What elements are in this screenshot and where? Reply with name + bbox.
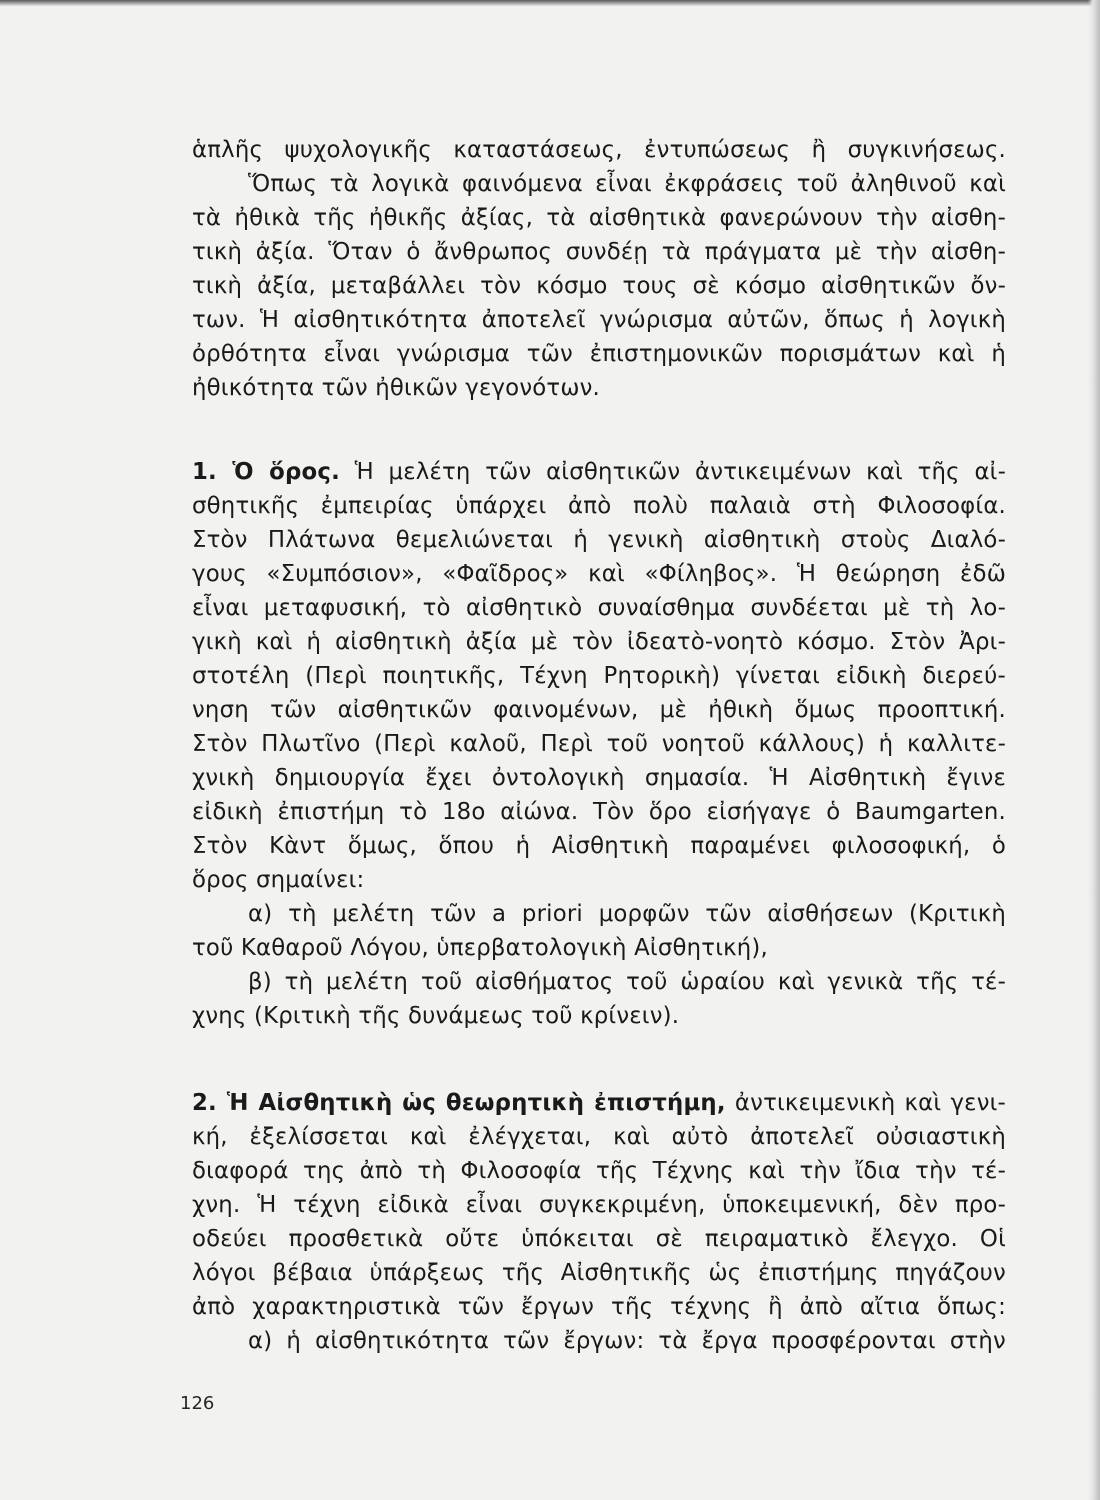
text-line: ἁπλῆς ψυχολογικῆς καταστάσεως, ἐντυπώσεως ἢ συγκινήσεως. [192,137,1006,163]
text-line: χνη. Ἡ τέχνη εἰδικὰ εἶναι συγκεκριμένη, ὑποκειμενική, δὲν προ- [192,1192,1006,1218]
section-1-first-line [192,455,1006,489]
text-line: των. Ἡ αἰσθητικότητα ἀποτελεῖ γνώρισμα αὐτῶν, ὅπως ἡ λογικὴ [192,307,1006,333]
text-line: στοτέλη (Περὶ ποιητικῆς, Τέχνη Ρητορικὴ) γίνεται εἰδικὴ διερεύ- [192,663,1006,689]
text-line: Στὸν Πλωτῖνο (Περὶ καλοῦ, Περὶ τοῦ νοητοῦ κάλλους) ἡ καλλιτε- [192,731,1006,757]
text-line: τικὴ ἀξία, μεταβάλλει τὸν κόσμο τους σὲ κόσμο αἰσθητικῶν ὄν- [192,273,1006,299]
section-2-first-line-text: ἀντικειμενικὴ καὶ γενι- [734,1090,1006,1116]
text-line: ὀρθότητα εἶναι γνώρισμα τῶν ἐπιστημονικῶν πορισμάτων καὶ ἡ [192,341,1006,367]
text-line: εἰδικὴ ἐπιστήμη τὸ 18ο αἰώνα. Τὸν ὅρο εἰσήγαγε ὁ Baumgarten. [192,799,1006,825]
section-1 [192,455,1006,1033]
text-line: τὰ ἠθικὰ τῆς ἠθικῆς ἀξίας, τὰ αἰσθητικὰ φανερώνουν τὴν αἰσθη- [192,205,1006,231]
text-line: γικὴ καὶ ἡ αἰσθητικὴ ἀξία μὲ τὸν ἰδεατὸ-νοητὸ κόσμο. Στὸν Ἀρι- [192,629,1006,655]
text-line: λόγοι βέβαια ὑπάρξεως τῆς Αἰσθητικῆς ὡς ἐπιστήμης πηγάζουν [192,1260,1006,1286]
text-line: Ὅπως τὰ λογικὰ φαινόμενα εἶναι ἐκφράσεις τοῦ ἀληθινοῦ καὶ [248,171,1006,197]
page-number: 126 [180,1393,215,1414]
text-line: χνικὴ δημιουργία ἔχει ὀντολογικὴ σημασία. Ἡ Αἰσθητικὴ ἔγινε [192,765,1006,791]
text-line: ὅρος σημαίνει: [192,867,365,893]
text-line: σθητικῆς ἐμπειρίας ὑπάρχει ἀπὸ πολὺ παλαιὰ στὴ Φιλοσοφία. [192,493,1006,519]
right-page-shadow [1088,0,1100,1500]
text-line: τικὴ ἀξία. Ὅταν ὁ ἄνθρωπος συνδέῃ τὰ πράγματα μὲ τὴν αἰσθη- [192,239,1006,265]
section-2 [192,1086,1006,1358]
list-item-b-line: β) τὴ μελέτη τοῦ αἰσθήματος τοῦ ὡραίου καὶ γενικὰ τῆς τέ- [248,969,1006,995]
text-line: γους «Συμπόσιον», «Φαῖδρος» καὶ «Φίληβος». Ἡ θεώρηση ἐδῶ [192,561,1006,587]
text-line: Στὸν Πλάτωνα θεμελιώνεται ἡ γενικὴ αἰσθητικὴ στοὺς Διαλό- [192,527,1006,553]
list-item-b-line: χνης (Κριτικὴ τῆς δυνάμεως τοῦ κρίνειν). [192,1003,680,1029]
text-line: οδεύει προσθετικὰ οὔτε ὑπόκειται σὲ πειραματικὸ ἔλεγχο. Οἱ [192,1226,1006,1252]
text-line: ἀπὸ χαρακτηριστικὰ τῶν ἔργων τῆς τέχνης ἢ ἀπὸ αἴτια ὅπως: [192,1294,1006,1320]
text-line: νηση τῶν αἰσθητικῶν φαινομένων, μὲ ἠθικὴ ὅμως προοπτική. [192,697,1006,723]
section-1-first-line-text: Ἡ μελέτη τῶν αἰσθητικῶν ἀντικειμένων καὶ τῆς αἰ- [354,459,1006,485]
section-2-heading: 2. Ἡ Αἰσθητικὴ ὡς θεωρητικὴ ἐπιστήμη, [192,1090,726,1116]
text-line: εἶναι μεταφυσική, τὸ αἰσθητικὸ συναίσθημα συνδέεται μὲ τὴ λο- [192,595,1006,621]
top-page-edge [0,0,1100,6]
section-2-first-line [192,1086,1006,1120]
text-line: κή, ἐξελίσσεται καὶ ἐλέγχεται, καὶ αὐτὸ ἀποτελεῖ οὐσιαστικὴ [192,1124,1006,1150]
paragraph-intro [192,133,1006,405]
list-item-a-line: α) ἡ αἰσθητικότητα τῶν ἔργων: τὰ ἔργα προσφέρονται στὴν [248,1328,1006,1354]
text-line: διαφορά της ἀπὸ τὴ Φιλοσοφία τῆς Τέχνης καὶ τὴν ἴδια τὴν τέ- [192,1158,1006,1184]
text-line: Στὸν Κὰντ ὅμως, ὅπου ἡ Αἰσθητικὴ παραμένει φιλοσοφική, ὁ [192,833,1006,859]
list-item-a-line: α) τὴ μελέτη τῶν a priori μορφῶν τῶν αἰσθήσεων (Κριτικὴ [248,901,1006,927]
text-line: ἠθικότητα τῶν ἠθικῶν γεγονότων. [192,375,601,401]
section-1-heading: 1. Ὁ ὅρος. [192,459,340,485]
list-item-a-line: τοῦ Καθαροῦ Λόγου, ὑπερβατολογικὴ Αἰσθητική), [192,935,768,961]
